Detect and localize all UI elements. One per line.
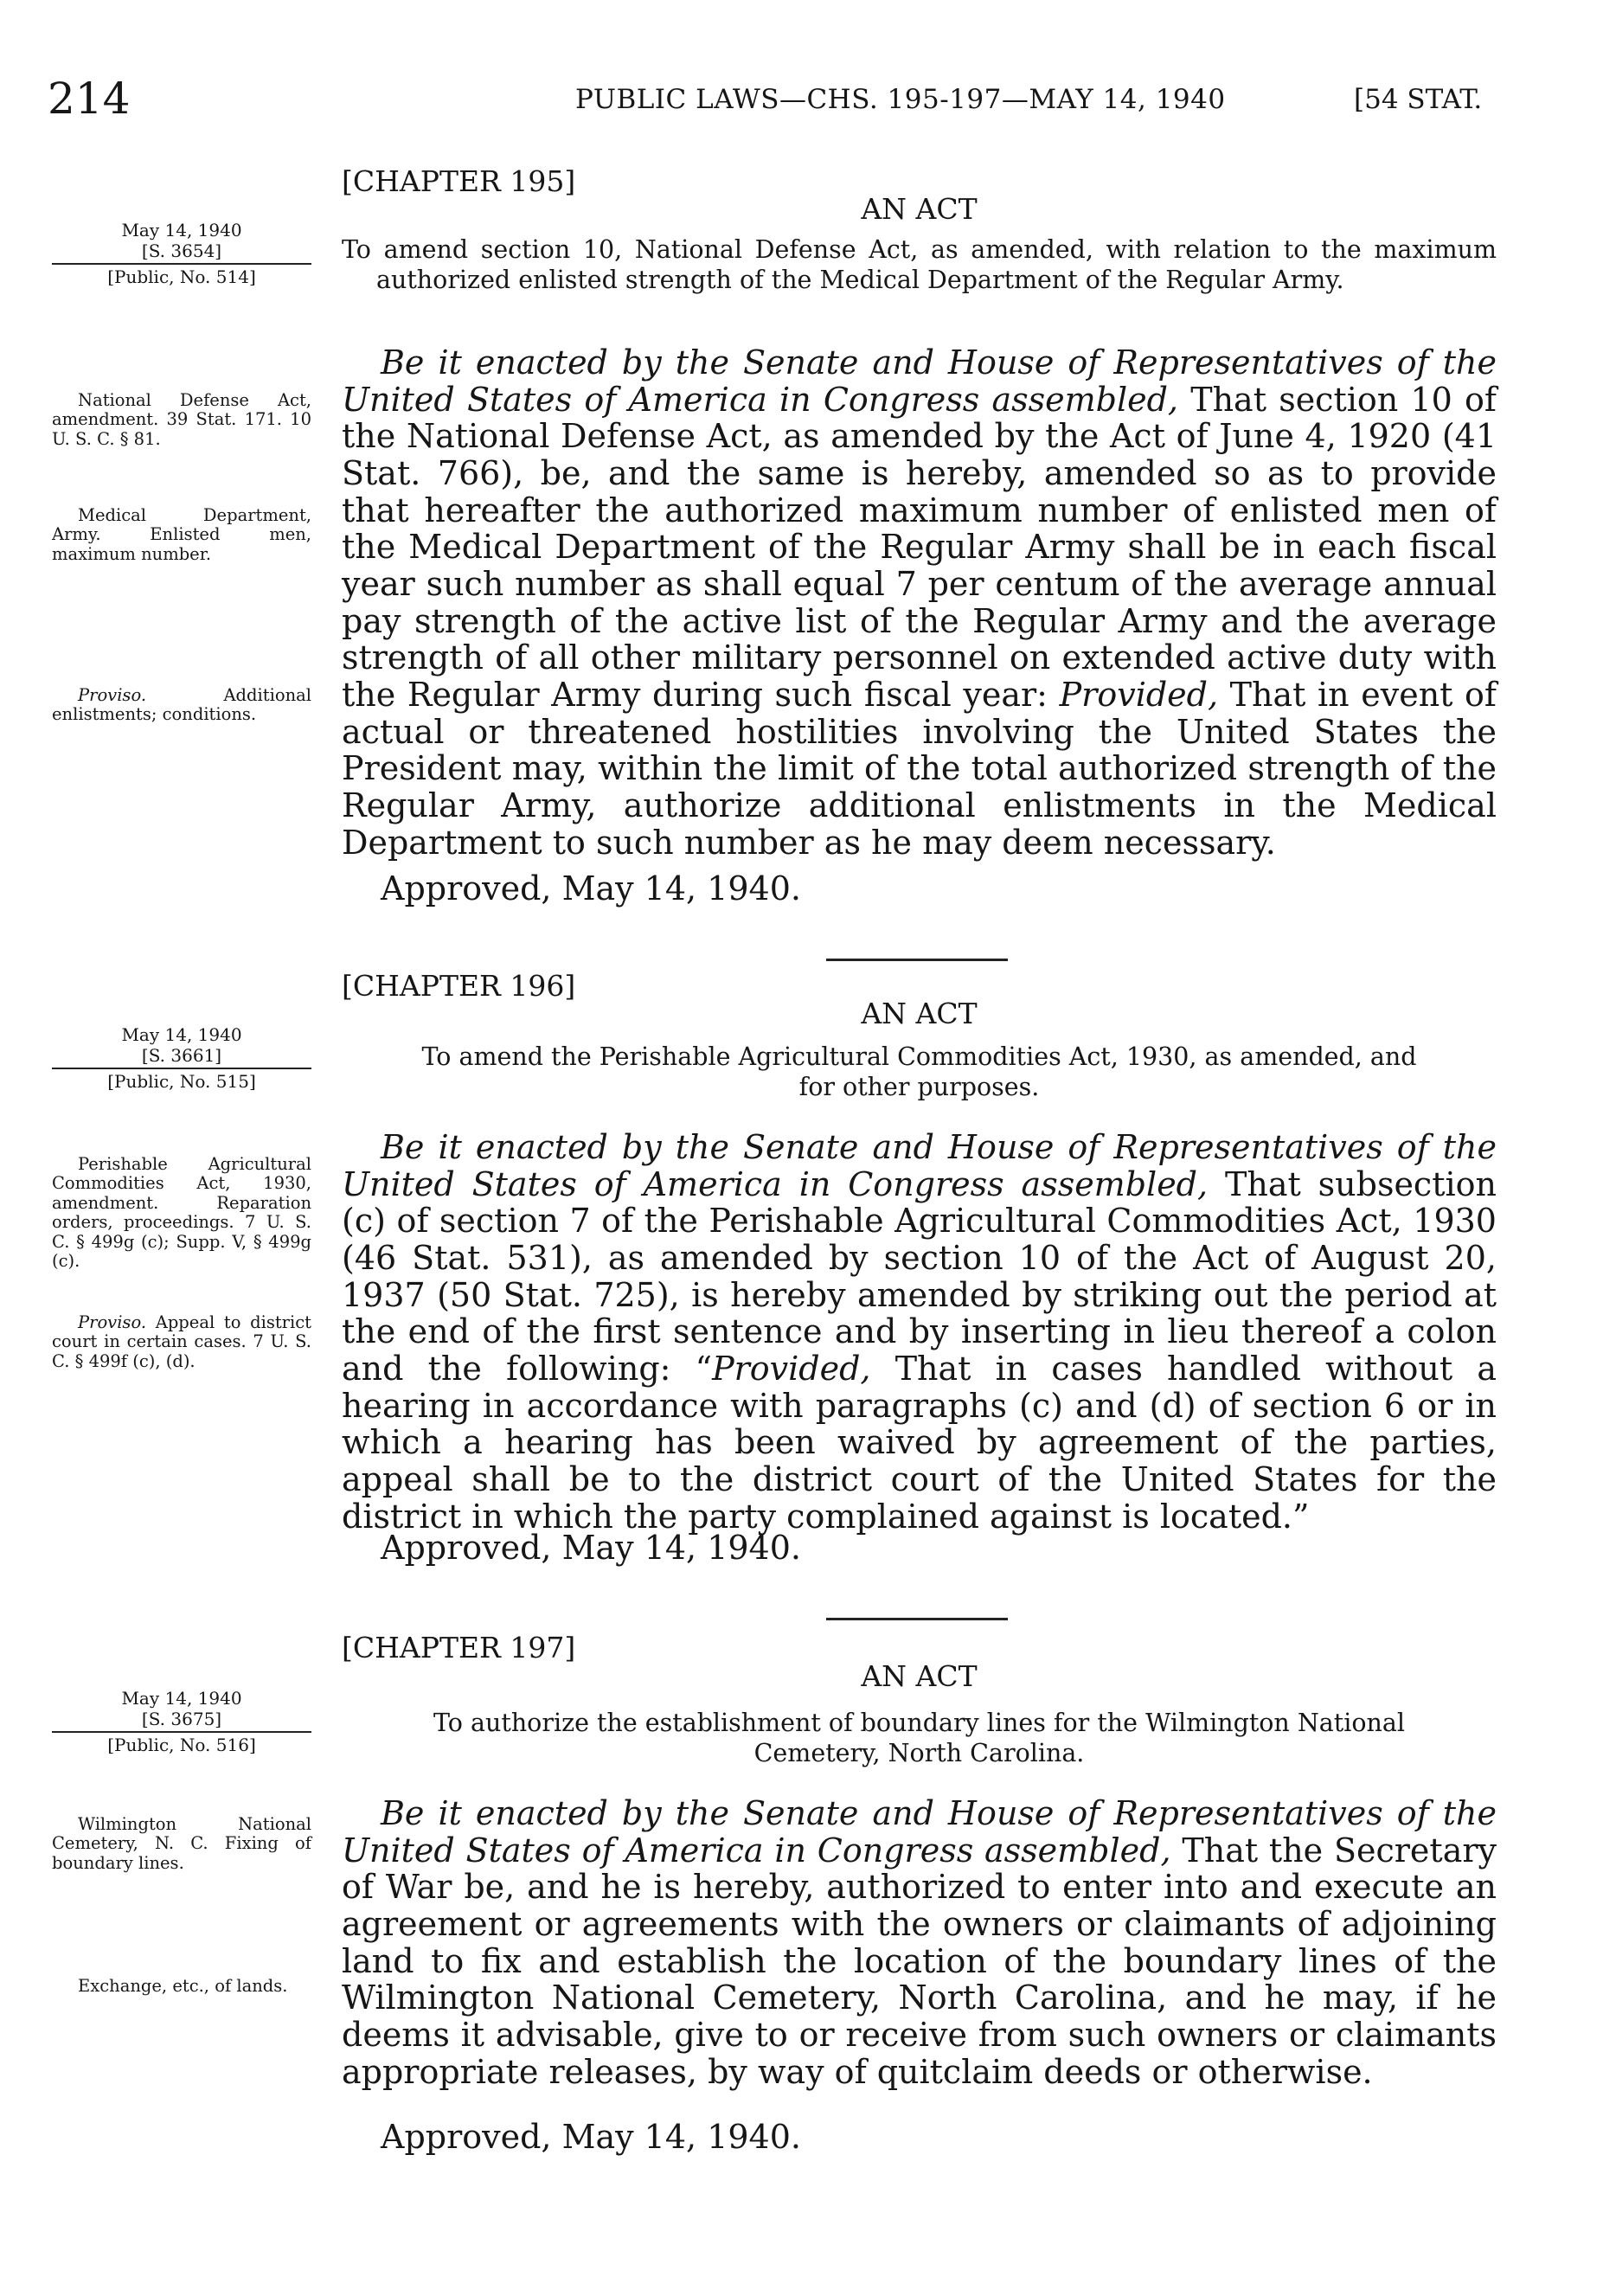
- act-text: That subsection (c) of section 7 of the Perishable Agricultural Commodities Act, 1930 (46 Stat. 531), as amended by section 10 of the Act of August 20, 1937 (50 Stat. 725), is hereby amended by striking out the period at the end of the first sentence and by inserting in lieu thereof a colon and the following: “: [342, 1164, 1497, 1389]
- chapter-label: [CHAPTER 197]: [342, 1631, 576, 1664]
- page-number: 214: [48, 74, 131, 124]
- margin-note: Wilmington National Cemetery, N. C. Fixing of boundary lines.: [52, 1814, 311, 1873]
- margin-reference: [52, 221, 311, 288]
- proviso-heading: Proviso.: [78, 1312, 147, 1332]
- enacting-clause: Be it enacted by the Senate and House of Representatives of the United States of America in Congress assembled,: [342, 1794, 1497, 1870]
- act-heading: AN ACT: [861, 997, 978, 1030]
- section-divider: [826, 1618, 1008, 1620]
- act-purpose-line: Cemetery, North Carolina.: [753, 1738, 1085, 1767]
- section-divider: [826, 959, 1008, 961]
- chapter-label: [CHAPTER 195]: [342, 164, 576, 198]
- act-heading: AN ACT: [861, 192, 978, 226]
- margin-divider: [52, 1068, 311, 1069]
- margin-note: [52, 1313, 311, 1371]
- act-purpose: To amend section 10, National Defense Act, as amended, with relation to the maximum authorized enlisted strength of the Medical Department of the Regular Army.: [342, 235, 1497, 294]
- approval-date: Approved, May 14, 1940.: [381, 1529, 801, 1567]
- margin-bill-number: [S. 3675]: [141, 1708, 222, 1729]
- act-purpose-line: for other purposes.: [798, 1072, 1040, 1101]
- enacting-clause: Be it enacted by the Senate and House of Representatives of the United States of America in Congress assembled,: [342, 1128, 1497, 1203]
- margin-public-number: [Public, No. 514]: [107, 266, 256, 288]
- proviso-text: That in event of actual or threatened hostilities involving the United States the President may, within the limit of the total authorized strength of the Regular Army, authorize additional enlistments in the Medical Department to such number as he may deem necessary.: [342, 676, 1497, 862]
- proviso-text: That in cases handled without a hearing in accordance with paragraphs (c) and (d) of section 6 or in which a hearing has been waived by agreement of the parties, appeal shall be to the district court of the United States for the district in which the party complained against is located.”: [342, 1350, 1497, 1536]
- act-text: That section 10 of the National Defense Act, as amended by the Act of June 4, 1920 (41 Stat. 766), be, and the same is hereby, amended so as to provide that hereafter the authorized maximum number of enlisted men of the Medical Department of the Regular Army shall be in each fiscal year such number as shall equal 7 per centum of the average annual pay strength of the active list of the Regular Army and the average strength of all other military personnel on extended active duty with the Regular Army during such fiscal year:: [342, 380, 1497, 715]
- act-purpose: [342, 1042, 1497, 1103]
- act-body: [342, 344, 1497, 861]
- act-body: [342, 1129, 1497, 1535]
- act-purpose-line: To amend the Perishable Agricultural Commodities Act, 1930, as amended, and: [421, 1042, 1417, 1071]
- proviso-word: Provided,: [712, 1350, 871, 1389]
- chapter-label: [CHAPTER 196]: [342, 969, 576, 1003]
- proviso-word: Provided,: [1059, 676, 1219, 715]
- statute-volume: [54 STAT.: [1354, 84, 1483, 115]
- act-text: That the Secretary of War be, and he is hereby, authorized to enter into and execute an agreement or agreements with the owners or claimants of adjoining land to fix and establish the location of the boundary lines of the Wilmington National Cemetery, North Carolina, and he may, if he deems it advisable, give to or receive from such owners or claimants appropriate releases, by way of quitclaim deeds or otherwise.: [342, 1831, 1497, 2091]
- margin-date: May 14, 1940: [121, 1024, 242, 1045]
- margin-note-text: Appeal to district court in certain cases. 7 U. S. C. § 499f (c), (d).: [52, 1312, 311, 1371]
- enacting-clause: Be it enacted by the Senate and House of Representatives of the United States of America in Congress assembled,: [342, 343, 1497, 419]
- approval-date: Approved, May 14, 1940.: [381, 2118, 801, 2156]
- approval-date: Approved, May 14, 1940.: [381, 869, 801, 907]
- margin-note: Exchange, etc., of lands.: [78, 1976, 288, 1996]
- margin-note-text: Additional enlistments; conditions.: [52, 685, 311, 725]
- margin-public-number: [Public, No. 516]: [107, 1735, 256, 1756]
- act-purpose-line: To authorize the establishment of boundary lines for the Wilmington National: [433, 1709, 1405, 1737]
- margin-reference: [52, 1689, 311, 1756]
- margin-date: May 14, 1940: [121, 1688, 242, 1709]
- margin-public-number: [Public, No. 515]: [107, 1071, 256, 1093]
- margin-date: May 14, 1940: [121, 220, 242, 241]
- margin-note: Medical Department, Army. Enlisted men, maximum number.: [52, 505, 311, 564]
- margin-divider: [52, 263, 311, 265]
- page-header: [0, 74, 1603, 125]
- margin-reference: [52, 1025, 311, 1093]
- margin-divider: [52, 1731, 311, 1733]
- margin-note: National Defense Act, amendment. 39 Stat. 171. 10 U. S. C. § 81.: [52, 390, 311, 449]
- act-heading: AN ACT: [861, 1659, 978, 1693]
- margin-note: [52, 686, 311, 725]
- act-body: [342, 1795, 1497, 2090]
- margin-bill-number: [S. 3654]: [141, 240, 222, 261]
- margin-note: Perishable Agricultural Commodities Act, 1930, amendment. Reparation orders, proceedings. 7 U. S. C. § 499g (c); Supp. V, § 499g (c).: [52, 1154, 311, 1272]
- proviso-heading: Proviso.: [78, 685, 147, 705]
- margin-bill-number: [S. 3661]: [141, 1044, 222, 1066]
- act-purpose: [342, 1709, 1497, 1769]
- running-title: PUBLIC LAWS—CHS. 195-197—MAY 14, 1940: [575, 84, 1226, 115]
